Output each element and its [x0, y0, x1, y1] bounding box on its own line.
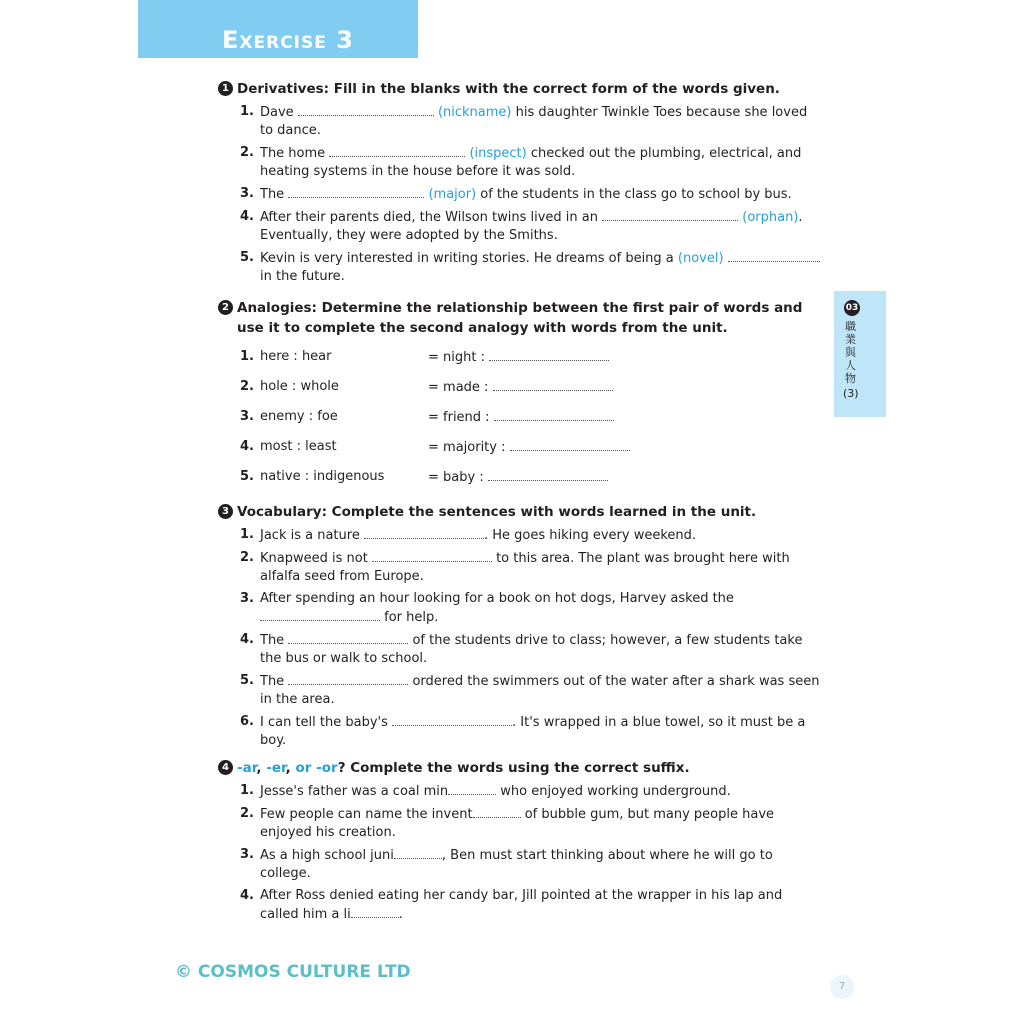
exercise-item [240, 887, 820, 924]
section-analogies [218, 298, 818, 498]
item-number: 1. [240, 349, 254, 364]
unit-side-tab [834, 291, 886, 417]
analogy-prompt: = majority : [428, 440, 506, 455]
exercise-item [240, 672, 820, 709]
analogy-item [240, 348, 818, 378]
section-number-badge: 2 [218, 300, 233, 315]
section-number-badge: 1 [218, 81, 233, 96]
section-heading: 4 -ar, -er, or -or? Complete the words using the correct suffix. [218, 758, 818, 778]
answer-blank[interactable] [329, 144, 465, 157]
item-text: . [398, 907, 403, 922]
item-text: After Ross denied eating her candy bar, Jill pointed at the wrapper in his lap and called him a li [260, 888, 783, 922]
item-text: The [260, 187, 289, 202]
item-text: in the future. [260, 269, 345, 284]
answer-blank[interactable] [448, 782, 496, 795]
item-number: 3. [240, 409, 254, 424]
analogy-prompt: = night : [428, 350, 485, 365]
exercise-item [240, 590, 820, 627]
section-heading-text: Derivatives: Fill in the blanks with the correct form of the words given. [237, 81, 780, 97]
item-number: 5. [240, 469, 254, 484]
analogy-pair: most : least [260, 439, 337, 454]
exercise-item [240, 805, 820, 842]
answer-blank[interactable] [602, 208, 738, 221]
item-text: Jack is a nature [260, 528, 364, 543]
item-text: checked out the plumbing, electrical, and heating systems in the house before it was sold. [260, 146, 802, 179]
answer-blank[interactable] [493, 378, 613, 391]
item-text: ordered the swimmers out of the water after a shark was seen in the area. [260, 674, 820, 707]
section-suffixes [218, 758, 818, 928]
answer-blank[interactable] [288, 672, 408, 685]
item-text: his daughter Twinkle Toes because she loved to dance. [260, 105, 808, 138]
item-text: for help. [380, 610, 439, 625]
item-number: 3. [240, 591, 254, 606]
section-heading [218, 298, 818, 338]
item-text: The [260, 674, 289, 689]
exercise-item [240, 713, 820, 750]
section-vocabulary [218, 502, 818, 754]
suffix-option: -ar [237, 760, 257, 776]
exercise-item [240, 846, 820, 883]
word-cue: (nickname) [437, 105, 512, 120]
section-heading-text: ? Complete the words using the correct suffix. [337, 760, 690, 776]
item-number: 3. [240, 186, 254, 201]
item-number: 2. [240, 806, 254, 821]
page-number: 7 [830, 975, 854, 999]
item-text: As a high school juni [260, 848, 394, 863]
exercise-item [240, 631, 820, 668]
page-title: Exercise 3 [222, 26, 354, 54]
answer-blank[interactable] [372, 549, 492, 562]
exercise-item [240, 144, 820, 181]
item-text: Jesse's father was a coal min [260, 784, 449, 799]
analogy-pair: here : hear [260, 349, 332, 364]
analogy-item [240, 408, 818, 438]
unit-title: 職業與人物 [845, 320, 856, 385]
exercise-item [240, 103, 820, 140]
exercise-item [240, 208, 820, 245]
answer-blank[interactable] [260, 608, 380, 621]
item-number: 5. [240, 250, 254, 265]
item-text: of bubble gum, but many people have enjoyed his creation. [260, 807, 775, 840]
item-text: The home [260, 146, 330, 161]
item-text: . It's wrapped in a blue towel, so it must be a boy. [260, 715, 806, 748]
analogy-pair: native : indigenous [260, 469, 385, 484]
item-number: 4. [240, 632, 254, 647]
item-text: . He goes hiking every weekend. [483, 528, 697, 543]
answer-blank[interactable] [728, 249, 820, 262]
word-cue: (major) [428, 187, 477, 202]
item-number: 3. [240, 847, 254, 862]
analogy-prompt: = baby : [428, 470, 484, 485]
unit-number-badge: 03 [844, 300, 860, 316]
item-text: , Ben must start thinking about where he will go to college. [260, 848, 773, 881]
item-number: 1. [240, 783, 254, 798]
exercise-item [240, 249, 820, 286]
item-number: 5. [240, 673, 254, 688]
answer-blank[interactable] [364, 526, 484, 539]
word-cue: (orphan) [742, 210, 799, 225]
answer-blank[interactable] [488, 468, 608, 481]
item-number: 1. [240, 527, 254, 542]
analogy-pair: enemy : foe [260, 409, 338, 424]
word-cue: (novel) [677, 251, 724, 266]
item-number: 4. [240, 209, 254, 224]
analogy-item [240, 378, 818, 408]
item-text: After their parents died, the Wilson twins lived in an [260, 210, 603, 225]
answer-blank[interactable] [473, 805, 521, 818]
answer-blank[interactable] [394, 846, 442, 859]
suffix-option: -or [316, 760, 338, 776]
item-number: 2. [240, 145, 254, 160]
section-heading-text: Analogies: Determine the relationship between the first pair of words and use it to complete the second analogy with words from the unit. [237, 300, 803, 336]
answer-blank[interactable] [489, 348, 609, 361]
item-text: . Eventually, they were adopted by the Smiths. [260, 210, 803, 243]
item-number: 2. [240, 550, 254, 565]
item-text: Few people can name the invent [260, 807, 473, 822]
item-number: 1. [240, 104, 254, 119]
item-text: to this area. The plant was brought here with alfalfa seed from Europe. [260, 551, 790, 584]
suffix-option: or [295, 760, 312, 776]
unit-part: (3) [843, 387, 859, 400]
exercise-item [240, 526, 820, 545]
item-text: Knapweed is not [260, 551, 372, 566]
item-text: of the students in the class go to school by bus. [476, 187, 792, 202]
word-cue: (inspect) [469, 146, 527, 161]
item-text: Kevin is very interested in writing stories. He dreams of being a [260, 251, 678, 266]
section-derivatives [218, 79, 818, 290]
item-text: The [260, 633, 289, 648]
item-text: After spending an hour looking for a book on hot dogs, Harvey asked the [260, 591, 734, 606]
item-number: 4. [240, 888, 254, 903]
exercise-banner [138, 0, 418, 58]
exercise-item [240, 782, 820, 801]
section-heading [218, 502, 818, 522]
answer-blank[interactable] [392, 713, 512, 726]
section-number-badge: 3 [218, 504, 233, 519]
item-text: I can tell the baby's [260, 715, 393, 730]
exercise-item [240, 549, 820, 586]
item-number: 6. [240, 714, 254, 729]
analogy-prompt: = friend : [428, 410, 490, 425]
analogy-item [240, 438, 818, 468]
answer-blank[interactable] [288, 631, 408, 644]
analogy-prompt: = made : [428, 380, 489, 395]
exercise-item [240, 185, 820, 204]
section-heading [218, 79, 818, 99]
answer-blank[interactable] [288, 185, 424, 198]
answer-blank[interactable] [298, 103, 434, 116]
analogy-pair: hole : whole [260, 379, 339, 394]
answer-blank[interactable] [494, 408, 614, 421]
analogy-item [240, 468, 818, 498]
item-text: who enjoyed working underground. [496, 784, 731, 799]
section-number-badge: 4 [218, 760, 233, 775]
item-text: of the students drive to class; however, a few students take the bus or walk to school. [260, 633, 803, 666]
copyright-notice: © COSMOS CULTURE LTD [175, 962, 411, 982]
item-number: 4. [240, 439, 254, 454]
item-number: 2. [240, 379, 254, 394]
section-heading-text: Vocabulary: Complete the sentences with words learned in the unit. [237, 504, 757, 520]
answer-blank[interactable] [351, 905, 399, 918]
suffix-option: -er [266, 760, 286, 776]
item-text: Dave [260, 105, 298, 120]
answer-blank[interactable] [510, 438, 630, 451]
